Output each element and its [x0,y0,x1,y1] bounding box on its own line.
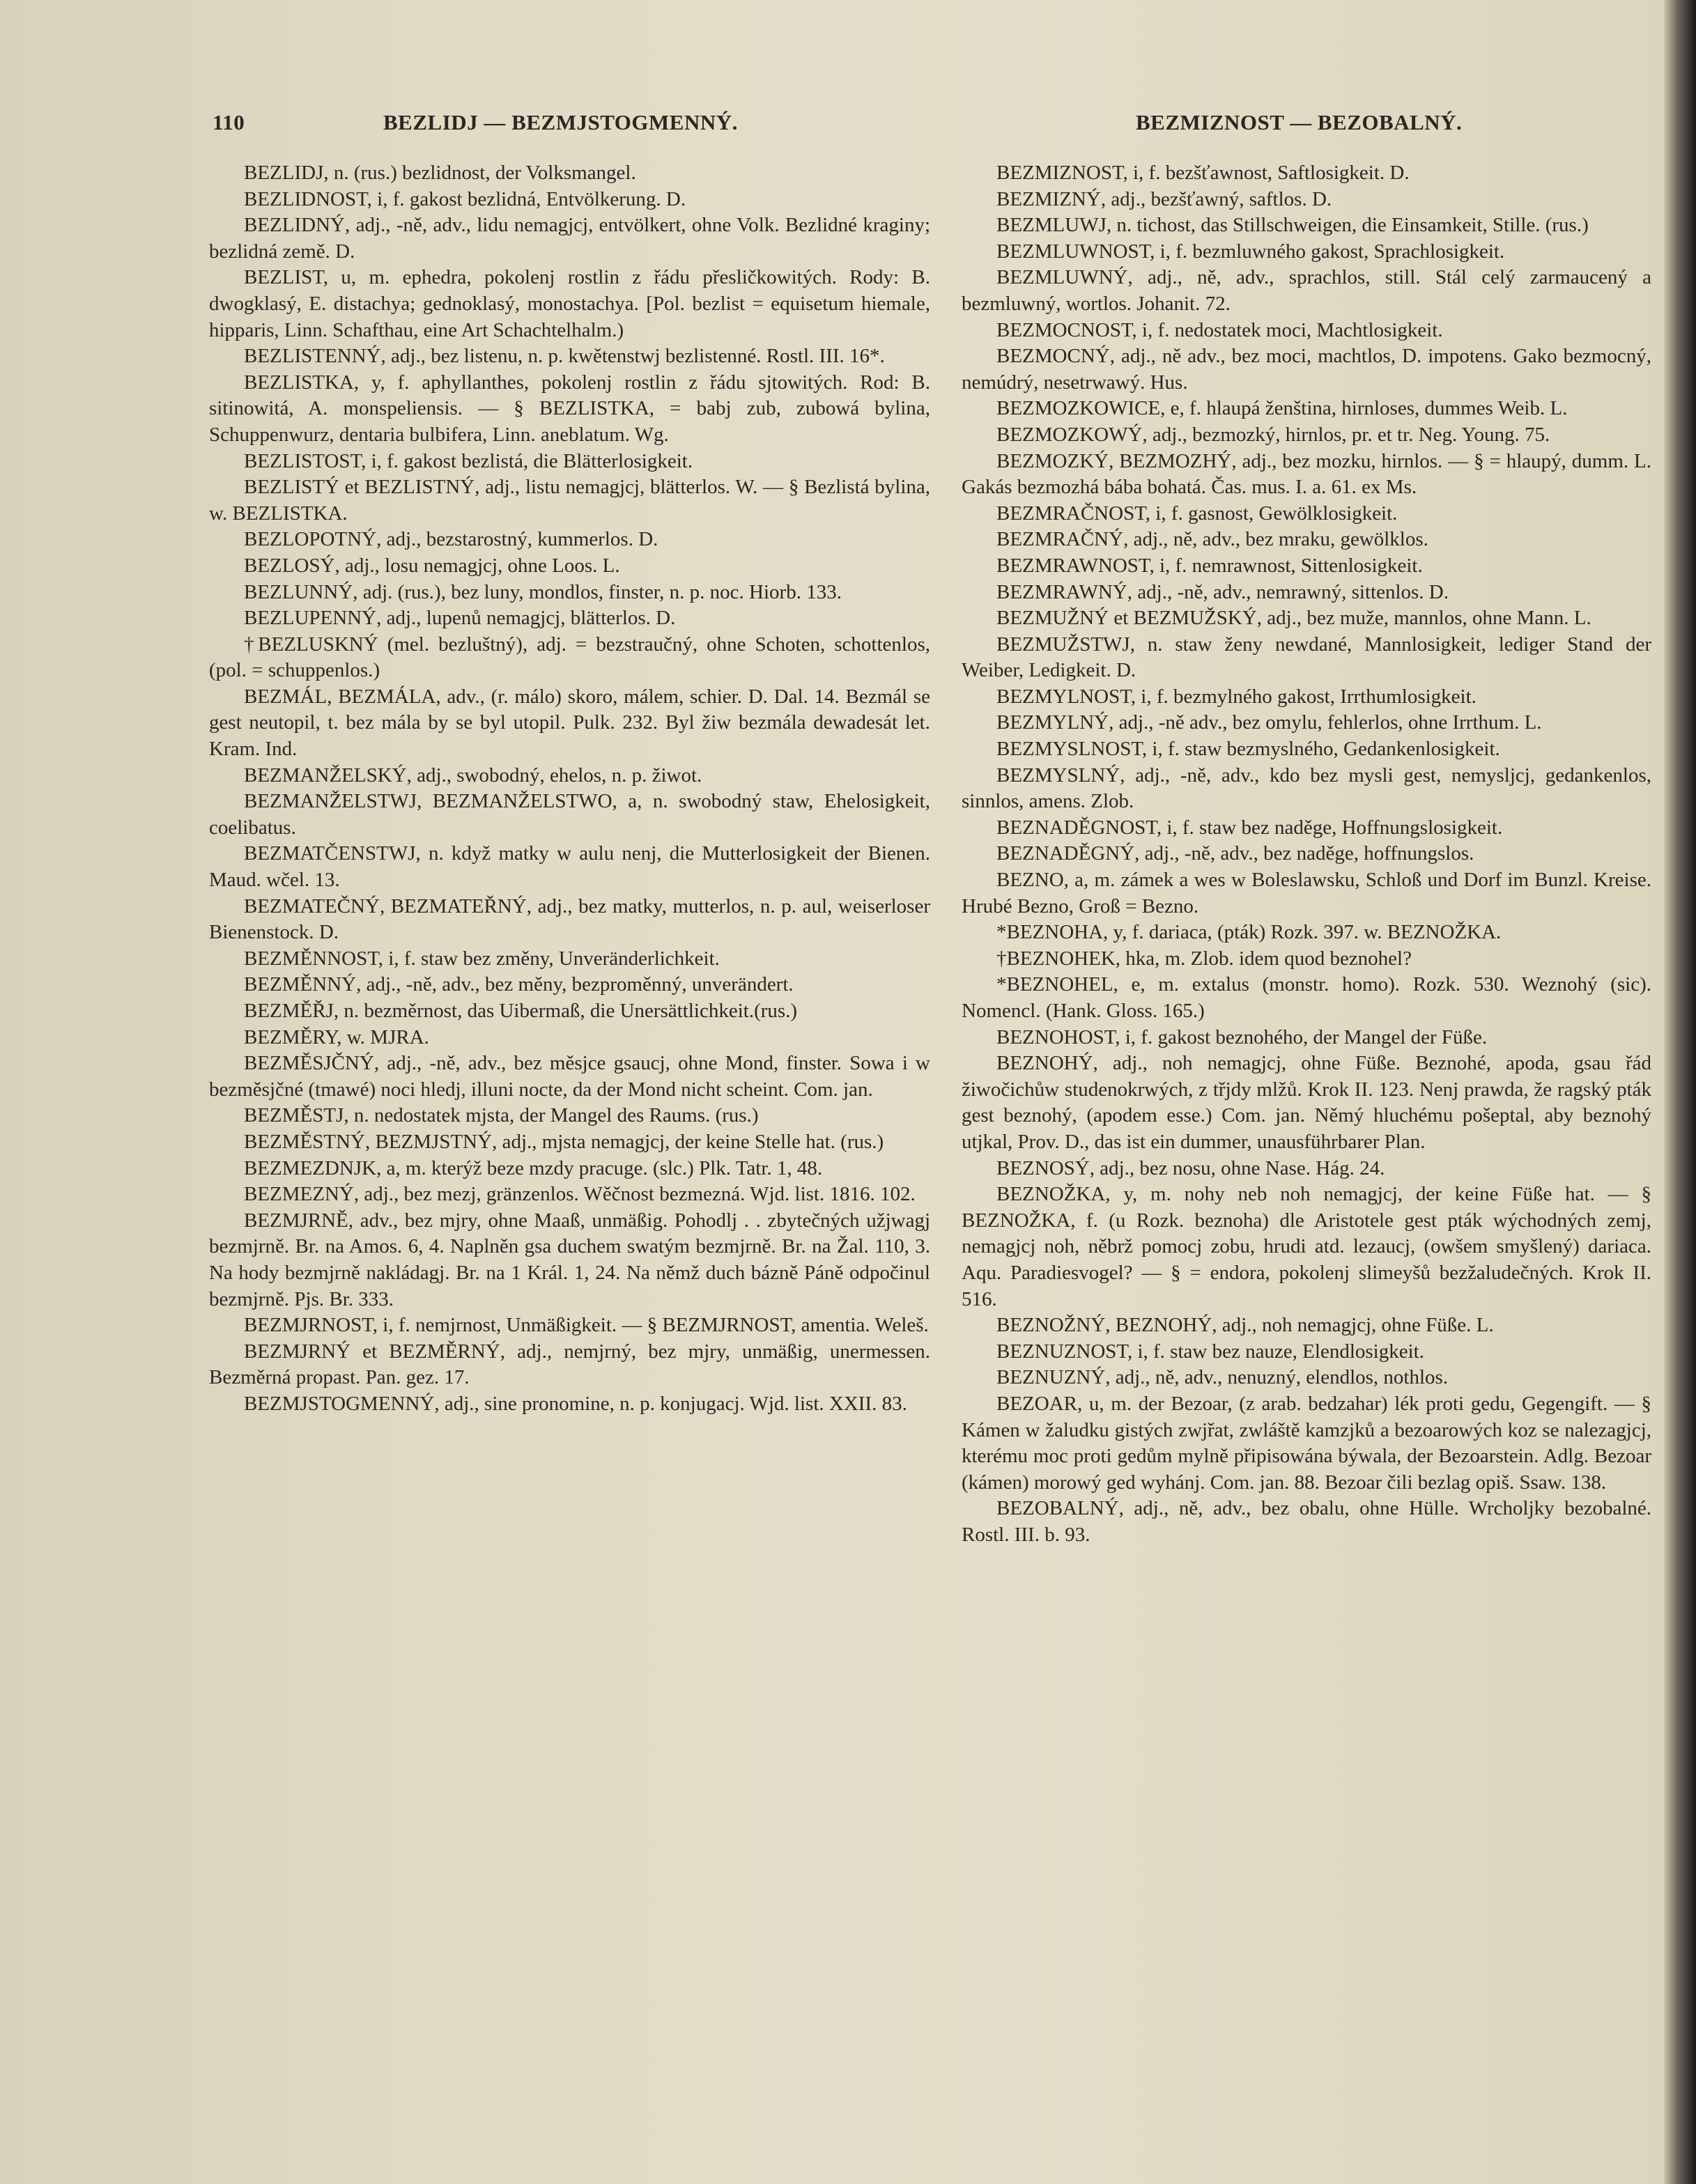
dictionary-entry: BEZMOZKOWICE, e, f. hlaupá ženština, hirnloses, dummes Weib. L. [996,397,1568,420]
dictionary-entry: BEZMRAWNÝ, adj., -ně, adv., nemrawný, sittenlos. D. [996,580,1449,603]
dictionary-entry: BEZNOHOST, i, f. gakost beznohého, der Mangel der Füße. [996,1025,1488,1048]
dictionary-entry: BEZMĚNNÝ, adj., -ně, adv., bez měny, bezproměnný, unverändert. [244,973,794,996]
page-number: 110 [213,110,245,134]
dictionary-entry: †BEZLUSKNÝ (mel. bezluštný), adj. = bezstraučný, ohne Schoten, schottenlos, (pol. = schuppenlos.) [209,633,930,682]
dictionary-entry: BEZMĚRY, w. MJRA. [244,1025,429,1048]
dictionary-entry: BEZMRAČNOST, i, f. gasnost, Gewölklosigkeit. [996,502,1398,525]
dictionary-entry: BEZMYLNOST, i, f. bezmylného gakost, Irrthumlosigkeit. [996,685,1477,708]
dictionary-entry: BEZMATEČNÝ, BEZMATEŘNÝ, adj., bez matky, mutterlos, n. p. aul, weiserloser Bienenstock. D. [209,894,930,944]
dictionary-entry: BEZMĚŘJ, n. bezměrnost, das Uibermaß, die Unersättlichkeit.(rus.) [244,1000,798,1022]
dictionary-entry: BEZMEZDNJK, a, m. kterýž beze mzdy pracuge. (slc.) Plk. Tatr. 1, 48. [244,1156,823,1179]
dictionary-entry: BEZMUŽSTWJ, n. staw ženy newdané, Mannlosigkeit, lediger Stand der Weiber, Ledigkeit. D. [962,633,1651,682]
left-column [209,160,930,1418]
dictionary-entry: BEZLISTENNÝ, adj., bez listenu, n. p. kwětenstwj bezlistenné. Rostl. III. 16*. [244,345,885,368]
dictionary-entry: BEZOAR, u, m. der Bezoar, (z arab. bedzahar) lék proti gedu, Gegengift. — § Kámen w žaludku gistých zwjřat, zwláště kamzjků a bezoarowých koz se nalezagjcj, kterému moc proti gedům mylně připisowána býwala, der Bezoarstein. Adlg. Bezoar (kámen) morowý ged wyhánj. Com. jan. 88. Bezoar čili bezlag opiš. Ssaw. 138. [962,1392,1651,1494]
dictionary-entry: BEZMRAČNÝ, adj., ně, adv., bez mraku, gewölklos. [996,528,1428,551]
dictionary-entry: BEZMJRNOST, i, f. nemjrnost, Unmäßigkeit. — § BEZMJRNOST, amentia. Weleš. [244,1314,929,1337]
dictionary-entry: BEZMIZNÝ, adj., bezšťawný, saftlos. D. [996,187,1332,210]
dictionary-entry: BEZMLUWJ, n. tichost, das Stillschweigen, die Einsamkeit, Stille. (rus.) [996,214,1589,237]
dictionary-entry: BEZMĚSTNÝ, BEZMJSTNÝ, adj., mjsta nemagjcj, der keine Stelle hat. (rus.) [244,1130,884,1153]
dictionary-entry: BEZNUZNÝ, adj., ně, adv., nenuzný, elendlos, nothlos. [996,1366,1449,1389]
dictionary-entry: BEZMJRNÝ et BEZMĚRNÝ, adj., nemjrný, bez mjry, unmäßig, unermessen. Bezměrná propast. Pan. gez. 17. [209,1340,930,1389]
dictionary-entry: BEZLUPENNÝ, adj., lupenů nemagjcj, blätterlos. D. [244,607,676,630]
dictionary-entry: BEZLIDJ, n. (rus.) bezlidnost, der Volksmangel. [244,162,636,184]
dictionary-entry: BEZLIDNOST, i, f. gakost bezlidná, Entvölkerung. D. [244,187,686,210]
dictionary-entry: BEZLIST, u, m. ephedra, pokolenj rostlin z řádu přesličkowitých. Rody: B. dwogklasý, E. distachya; gednoklasý, monostachya. [Pol. bezlist = equisetum hiemale, hipparis, Linn. Schafthau, eine Art Schachtelhalm.) [209,266,930,341]
dictionary-entry: BEZNADĚGNÝ, adj., -ně, adv., bez naděge, hoffnungslos. [996,842,1474,865]
dictionary-entry: †BEZNOHEK, hka, m. Zlob. idem quod beznohel? [996,947,1412,970]
dictionary-entry: BEZLOSÝ, adj., losu nemagjcj, ohne Loos. L. [244,554,620,577]
dictionary-entry: BEZMĚNNOST, i, f. staw bez změny, Unveränderlichkeit. [244,947,720,970]
dictionary-entry: BEZNADĚGNOST, i, f. staw bez naděge, Hoffnungslosigkeit. [996,816,1503,839]
dictionary-entry: BEZMĚSJČNÝ, adj., -ně, adv., bez měsjce gsaucj, ohne Mond, finster. Sowa i w bezměsjčné (tmawé) noci hledj, illuni nocte, da der Mond nicht scheint. Com. jan. [209,1052,930,1101]
dictionary-entry: BEZMLUWNÝ, adj., ně, adv., sprachlos, still. Stál celý zarmaucený a bezmluwný, wortlos. Johanit. 72. [962,266,1651,315]
running-header [213,110,1509,145]
right-column [962,160,1651,1548]
dictionary-entry: BEZMOZKÝ, BEZMOZHÝ, adj., bez mozku, hirnlos. — § = hlaupý, dumm. L. Gakás bezmozhá bába bohatá. Čas. mus. I. a. 61. ex Ms. [962,449,1651,499]
dictionary-entry: *BEZNOHA, y, f. dariaca, (pták) Rozk. 397. w. BEZNOŽKA. [996,921,1502,944]
dictionary-entry: BEZNO, a, m. zámek a wes w Boleslawsku, Schloß und Dorf im Bunzl. Kreise. Hrubé Bezno, Groß = Bezno. [962,869,1651,917]
dictionary-entry: BEZMRAWNOST, i, f. nemrawnost, Sittenlosigkeit. [996,554,1423,577]
dictionary-entry: BEZLUNNÝ, adj. (rus.), bez luny, mondlos, finster, n. p. noc. Hiorb. 133. [244,580,842,603]
dictionary-entry: BEZMĚSTJ, n. nedostatek mjsta, der Mangel des Raums. (rus.) [244,1104,759,1127]
dictionary-entry: BEZMJSTOGMENNÝ, adj., sine pronomine, n. p. konjugacj. Wjd. list. XXII. 83. [244,1392,907,1415]
dictionary-entry: BEZMOCNÝ, adj., ně adv., bez moci, machtlos, D. impotens. Gako bezmocný, nemúdrý, nesetrwawý. Hus. [962,345,1651,394]
dictionary-entry: BEZMYLNÝ, adj., -ně adv., bez omylu, fehlerlos, ohne Irrthum. L. [996,711,1542,734]
dictionary-entry: BEZNOSÝ, adj., bez nosu, ohne Nase. Hág. 24. [996,1156,1385,1179]
dictionary-entry: BEZLISTOST, i, f. gakost bezlistá, die Blätterlosigkeit. [244,449,693,472]
book-binding-shadow [1664,0,1696,2184]
dictionary-entry: BEZLISTÝ et BEZLISTNÝ, adj., listu nemagjcj, blätterlos. W. — § Bezlistá bylina, w. BEZLISTKA. [209,476,930,525]
dictionary-entry: BEZMOCNOST, i, f. nedostatek moci, Machtlosigkeit. [996,318,1443,341]
dictionary-entry: BEZNUZNOST, i, f. staw bez nauze, Elendlosigkeit. [996,1340,1424,1363]
dictionary-entry: BEZLOPOTNÝ, adj., bezstarostný, kummerlos. D. [244,528,658,551]
dictionary-entry: BEZMLUWNOST, i, f. bezmluwného gakost, Sprachlosigkeit. [996,240,1505,263]
dictionary-entry: BEZNOŽNÝ, BEZNOHÝ, adj., noh nemagjcj, ohne Füße. L. [996,1314,1494,1337]
dictionary-entry: BEZMIZNOST, i, f. bezšťawnost, Saftlosigkeit. D. [996,162,1410,184]
right-running-head: BEZMIZNOST — BEZOBALNÝ. [1136,110,1463,134]
dictionary-entry: BEZMOZKOWÝ, adj., bezmozký, hirnlos, pr. et tr. Neg. Young. 75. [996,423,1550,446]
dictionary-entry: BEZMEZNÝ, adj., bez mezj, gränzenlos. Wěčnost bezmezná. Wjd. list. 1816. 102. [244,1183,916,1206]
dictionary-entry: BEZMÁL, BEZMÁLA, adv., (r. málo) skoro, málem, schier. D. Dal. 14. Bezmál se gest neutopil, t. bez mála by se byl utopil. Pulk. 232. Byl žiw bezmála dewadesát let. Kram. Ind. [209,685,930,761]
dictionary-entry: *BEZNOHEL, e, m. extalus (monstr. homo). Rozk. 530. Weznohý (sic). Nomencl. (Hank. Gloss. 165.) [962,973,1651,1022]
dictionary-entry: BEZMATČENSTWJ, n. když matky w aulu nenj, die Mutterlosigkeit der Bienen. Maud. wčel. 13. [209,842,930,892]
dictionary-entry: BEZNOHÝ, adj., noh nemagjcj, ohne Füße. Beznohé, apoda, gsau řád žiwočichůw studenokrwých, z třjdy mlžů. Krok II. 123. Nenj prawda, že ragský pták gest beznohý, (apodem esse.) Com. jan. Němý hluchému pošeptal, aby beznohý utjkal, Prov. D., das ist ein dummer, unausführbarer Plan. [962,1052,1651,1153]
dictionary-entry: BEZLIDNÝ, adj., -ně, adv., lidu nemagjcj, entvölkert, ohne Volk. Bezlidné kraginy; bezlidná země. D. [209,214,930,263]
dictionary-entry: BEZLISTKA, y, f. aphyllanthes, pokolenj rostlin z řádu sjtowitých. Rod: B. sitinowitá, A. monspeliensis. — § BEZLISTKA, = babj zub, zubowá bylina, Schuppenwurz, dentaria bulbifera, Linn. aneblatum. Wg. [209,371,930,446]
dictionary-entry: BEZMYSLNOST, i, f. staw bezmyslného, Gedankenlosigkeit. [996,738,1500,761]
dictionary-entry: BEZMANŽELSKÝ, adj., swobodný, ehelos, n. p. žiwot. [244,764,702,787]
dictionary-entry: BEZOBALNÝ, adj., ně, adv., bez obalu, ohne Hülle. Wrcholjky bezobalné. Rostl. III. b. 93. [962,1497,1651,1546]
dictionary-entry: BEZMYSLNÝ, adj., -ně, adv., kdo bez mysli gest, nemysljcj, gedankenlos, sinnlos, amens. Zlob. [962,764,1651,813]
dictionary-entry: BEZMJRNĚ, adv., bez mjry, ohne Maaß, unmäßig. Pohodlj . . zbytečných užjwagj bezmjrně. Br. na Amos. 6, 4. Naplněn gsa duchem swatým bezmjrně. Br. na Žal. 110, 3. Na hody bezmjrně nakládagj. Br. na 1 Král. 1, 24. Na němž duch bázně Páně odpočinul bezmjrně. Pjs. Br. 333. [209,1209,930,1310]
dictionary-entry: BEZMUŽNÝ et BEZMUŽSKÝ, adj., bez muže, mannlos, ohne Mann. L. [996,607,1591,630]
dictionary-entry: BEZMANŽELSTWJ, BEZMANŽELSTWO, a, n. swobodný staw, Ehelosigkeit, coelibatus. [209,790,930,839]
dictionary-entry: BEZNOŽKA, y, m. nohy neb noh nemagjcj, der keine Füße hat. — § BEZNOŽKA, f. (u Rozk. beznoha) dle Aristotele gest pták wýchodných zemj, nemagjcj noh, něbrž pomocj zobu, hrudi atd. lezaucj, (owšem smyšlený) dariaca. Aqu. Paradiesvogel? — § = endora, pokolenj slimeyšů bezžaludečných. Krok II. 516. [962,1183,1651,1310]
left-running-head: BEZLIDJ — BEZMJSTOGMENNÝ. [383,110,738,134]
